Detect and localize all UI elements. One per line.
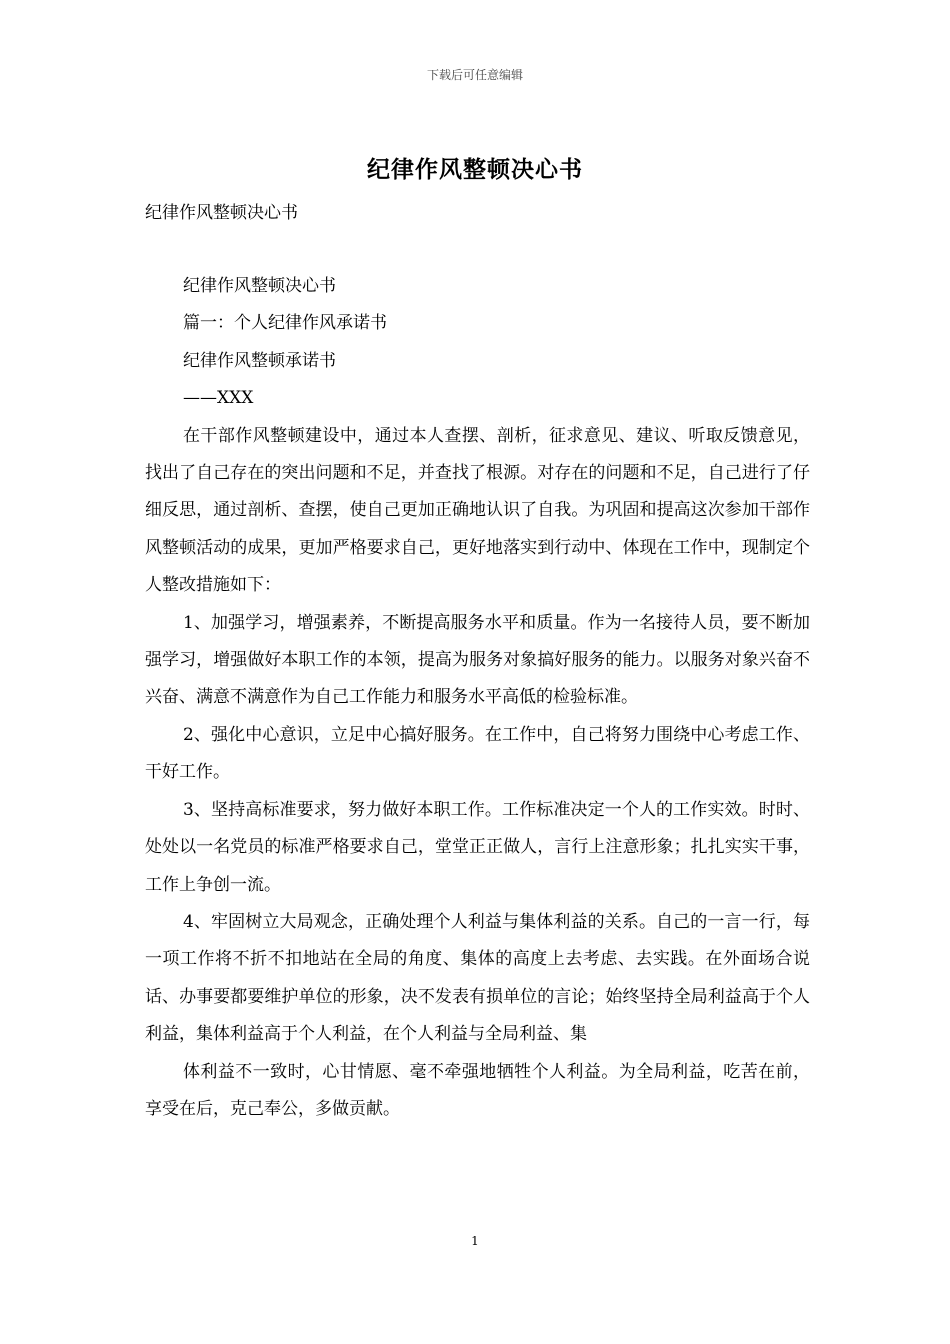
paragraph-item-2: 2、强化中心意识，立足中心搞好服务。在工作中，自己将努力围绕中心考虑工作、干好工作。: [145, 724, 810, 783]
paragraph-intro: 在干部作风整顿建设中，通过本人查摆、剖析，征求意见、建议、听取反馈意见，找出了自己存在的突出问题和不足，并查找了根源。对存在的问题和不足，自己进行了仔细反思，通过剖析、查摆，使自己更加正确地认识了自我。为巩固和提高这次参加干部作风整顿活动的成果，更加严格要求自己，更好地落实到行动中、体现在工作中，现制定个人整改措施如下：: [145, 425, 810, 596]
document-subtitle: 纪律作风整顿决心书: [145, 203, 298, 223]
document-title: 纪律作风整顿决心书: [367, 156, 583, 183]
paragraph-section-title: 篇一：个人纪律作风承诺书: [183, 313, 387, 334]
paragraph-item-1: 1、加强学习，增强素养，不断提高服务水平和质量。作为一名接待人员，要不断加强学习，增强做好本职工作的本领，提高为服务对象搞好服务的能力。以服务对象兴奋不兴奋、满意不满意作为自己工作能力和服务水平高低的检验标准。: [145, 612, 810, 708]
paragraph-item-4: 4、牢固树立大局观念，正确处理个人利益与集体利益的关系。自己的一言一行，每一项工作将不折不扣地站在全局的角度、集体的高度上去考虑、去实践。在外面场合说话、办事要都要维护单位的形象，决不发表有损单位的言论；始终坚持全局利益高于个人利益，集体利益高于个人利益，在个人利益与全局利益、集: [145, 911, 810, 1045]
paragraph-item-4-continued: 体利益不一致时，心甘情愿、毫不牵强地牺牲个人利益。为全局利益，吃苦在前，享受在后，克己奉公，多做贡献。: [145, 1061, 810, 1119]
paragraph-heading: 纪律作风整顿决心书: [183, 276, 336, 296]
paragraph-author: ——XXX: [183, 388, 254, 409]
page-number: 1: [471, 1234, 479, 1248]
header-note: 下载后可任意编辑: [426, 68, 523, 82]
paragraph-item-3: 3、坚持高标准要求，努力做好本职工作。工作标准决定一个人的工作实效。时时、处处以一名党员的标准严格要求自己，堂堂正正做人，言行上注意形象；扎扎实实干事，工作上争创一流。: [145, 799, 810, 895]
paragraph-pledge-title: 纪律作风整顿承诺书: [183, 350, 336, 371]
document-body: [145, 268, 810, 1128]
